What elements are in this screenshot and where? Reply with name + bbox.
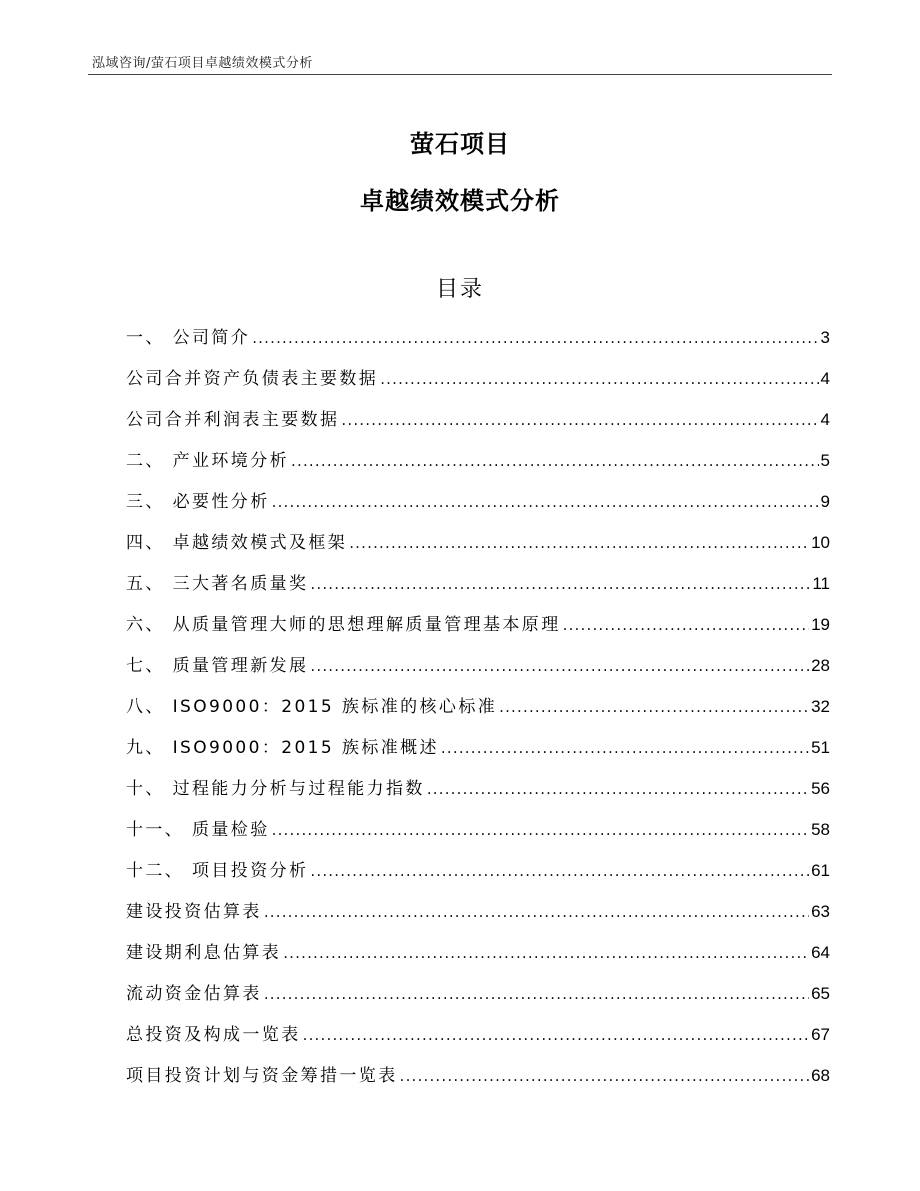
toc-entry[interactable] (126, 486, 830, 527)
toc-entry[interactable] (126, 1060, 830, 1101)
toc-entry[interactable] (126, 937, 830, 978)
toc-entry-page: 64 (811, 943, 830, 962)
toc-dot-leader (310, 568, 810, 600)
document-title-line-2: 卓越绩效模式分析 (360, 187, 560, 215)
toc-entry-label: 五、 三大著名质量奖 (126, 574, 309, 594)
toc-entry-label: 四、 卓越绩效模式及框架 (126, 533, 348, 553)
toc-dot-leader (310, 855, 809, 887)
toc-entry[interactable] (126, 691, 830, 732)
toc-entry-label: 一、 公司简介 (126, 328, 251, 348)
toc-entry-page: 19 (811, 615, 830, 634)
toc-entry[interactable] (126, 322, 830, 363)
toc-entry[interactable] (126, 896, 830, 937)
toc-dot-leader (264, 896, 809, 928)
toc-entry-label: 公司合并利润表主要数据 (126, 410, 340, 430)
toc-entry-label: 九、 ISO9000：2015 族标准概述 (126, 738, 439, 758)
toc-entry[interactable] (126, 978, 830, 1019)
toc-dot-leader (341, 404, 818, 436)
toc-entry-label: 七、 质量管理新发展 (126, 656, 309, 676)
toc-entry-page: 68 (811, 1066, 830, 1085)
toc-entry[interactable] (126, 568, 830, 609)
toc-dot-leader (303, 1019, 809, 1051)
toc-dot-leader (272, 814, 809, 846)
toc-entry-label: 十一、 质量检验 (126, 820, 270, 840)
table-of-contents (126, 322, 830, 1101)
toc-dot-leader (283, 937, 809, 969)
toc-entry-label: 二、 产业环境分析 (126, 451, 290, 471)
toc-entry-page: 67 (811, 1025, 830, 1044)
header-divider (88, 74, 832, 75)
toc-entry-label: 流动资金估算表 (126, 984, 262, 1004)
toc-entry-page: 5 (820, 451, 830, 470)
toc-dot-leader (291, 445, 819, 477)
toc-entry-page: 10 (811, 533, 830, 552)
toc-dot-leader (380, 363, 818, 395)
toc-entry-page: 61 (811, 861, 830, 880)
toc-entry[interactable] (126, 363, 830, 404)
toc-entry-page: 3 (820, 328, 830, 347)
toc-dot-leader (499, 691, 809, 723)
toc-dot-leader (563, 609, 809, 641)
toc-entry[interactable] (126, 814, 830, 855)
toc-entry[interactable] (126, 650, 830, 691)
toc-entry-page: 65 (811, 984, 830, 1003)
toc-entry-page: 28 (811, 656, 830, 675)
toc-entry-label: 项目投资计划与资金筹措一览表 (126, 1066, 398, 1086)
toc-entry-page: 32 (811, 697, 830, 716)
toc-dot-leader (264, 978, 809, 1010)
toc-entry[interactable] (126, 527, 830, 568)
toc-entry-label: 十二、 项目投资分析 (126, 861, 309, 881)
toc-entry[interactable] (126, 404, 830, 445)
toc-entry-page: 11 (812, 574, 830, 593)
toc-dot-leader (427, 773, 809, 805)
toc-entry-label: 建设期利息估算表 (126, 943, 282, 963)
toc-entry[interactable] (126, 1019, 830, 1060)
toc-entry-page: 51 (811, 738, 830, 757)
toc-entry-label: 十、 过程能力分析与过程能力指数 (126, 779, 425, 799)
document-title-line-1: 萤石项目 (410, 130, 510, 158)
toc-entry[interactable] (126, 445, 830, 486)
toc-entry[interactable] (126, 732, 830, 773)
toc-entry[interactable] (126, 609, 830, 650)
toc-dot-leader (272, 486, 819, 518)
toc-entry-page: 56 (811, 779, 830, 798)
running-header: 泓域咨询/萤石项目卓越绩效模式分析 (92, 56, 313, 71)
toc-dot-leader (441, 732, 809, 764)
toc-entry-label: 建设投资估算表 (126, 902, 262, 922)
toc-entry[interactable] (126, 855, 830, 896)
toc-entry[interactable] (126, 773, 830, 814)
toc-entry-label: 总投资及构成一览表 (126, 1025, 301, 1045)
toc-heading: 目录 (435, 277, 484, 302)
toc-entry-label: 三、 必要性分析 (126, 492, 270, 512)
toc-entry-label: 八、 ISO9000：2015 族标准的核心标准 (126, 697, 498, 717)
toc-entry-page: 63 (811, 902, 830, 921)
toc-dot-leader (400, 1060, 809, 1092)
toc-entry-page: 4 (820, 369, 830, 388)
toc-dot-leader (349, 527, 809, 559)
toc-entry-label: 六、 从质量管理大师的思想理解质量管理基本原理 (126, 615, 561, 635)
toc-entry-page: 58 (811, 820, 830, 839)
toc-entry-label: 公司合并资产负债表主要数据 (126, 369, 379, 389)
toc-dot-leader (252, 322, 818, 354)
toc-entry-page: 4 (820, 410, 830, 429)
toc-entry-page: 9 (820, 492, 830, 511)
toc-dot-leader (310, 650, 809, 682)
